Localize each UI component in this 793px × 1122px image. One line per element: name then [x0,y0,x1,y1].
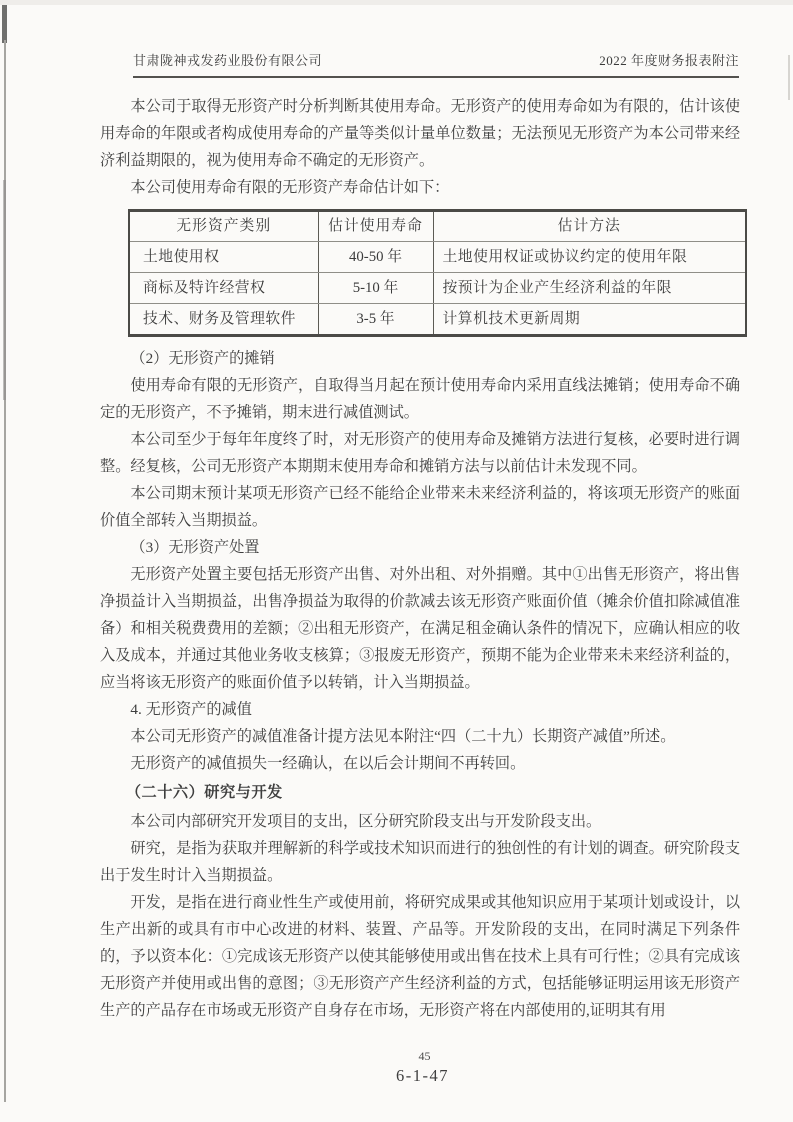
table-cell-method: 土地使用权证或协议约定的使用年限 [433,242,746,273]
paragraph-amortization-1: 使用寿命有限的无形资产，自取得当月起在预计使用寿命内采用直线法摊销；使用寿命不确定的无形资产，不予摊销，期末进行减值测试。 [100,377,740,421]
page-header [133,50,739,78]
page-number: 45 [418,1049,431,1063]
table-row [129,304,746,336]
paragraph-impairment-1: 本公司无形资产的减值准备计提方法见本附注“四（二十九）长期资产减值”所述。 [130,728,676,745]
scan-edge-left-segment [3,180,6,400]
paragraph-research: 研究，是指为获取并理解新的科学或技术知识而进行的独创性的有计划的调查。研究阶段支出于发生时计入当期损益。 [100,840,740,884]
company-name: 甘肃陇神戎发药业股份有限公司 [133,53,323,68]
table-cell-category: 商标及特许经营权 [129,273,318,304]
section-heading-research-development: （二十六）研究与开发 [125,784,283,801]
section-heading-impairment: 4. 无形资产的减值 [130,701,252,718]
table-cell-life: 3-5 年 [318,304,433,336]
table-cell-category: 技术、财务及管理软件 [129,304,318,336]
paragraph-useful-life-intro: 本公司于取得无形资产时分析判断其使用寿命。无形资产的使用寿命如为有限的，估计该使用寿命的年限或者构成使用寿命的产量等类似计量单位数量；无法预见无形资产为本公司带来经济利益期限的，视为使用寿命不确定的无形资产。 [100,98,740,169]
report-title: 2022 年度财务报表附注 [599,53,739,68]
table-header-estimate-method: 估计方法 [433,211,746,242]
table-cell-method: 计算机技术更新周期 [433,304,746,336]
table-row [129,273,746,304]
paragraph-amortization-2: 本公司至少于每年年度终了时，对无形资产的使用寿命及摊销方法进行复核，必要时进行调整。经复核，公司无形资产本期期末使用寿命和摊销方法与以前估计未发现不同。 [100,431,740,475]
section-heading-disposal: （3）无形资产处置 [130,539,260,556]
paragraph-impairment-2: 无形资产的减值损失一经确认，在以后会计期间不再转回。 [130,755,526,772]
table-header-row [129,211,746,242]
paragraph-table-lead-in: 本公司使用寿命有限的无形资产寿命估计如下： [130,179,450,196]
scan-edge-right-mark [788,55,790,100]
useful-life-table [128,209,747,337]
section-heading-amortization: （2）无形资产的摊销 [130,350,275,367]
table-cell-category: 土地使用权 [129,242,318,273]
table-row [129,242,746,273]
paragraph-disposal: 无形资产处置主要包括无形资产出售、对外出租、对外捐赠。其中①出售无形资产，将出售净损益计入当期损益，出售净损益为取得的价款减去该无形资产账面价值（摊余价值扣除减值准备）和相关税费费用的差额；②出租无形资产，在满足租金确认条件的情况下，应确认相应的收入及成本，并通过其他业务收支核算；③报废无形资产，预期不能为企业带来未来经济利益的，应当将该无形资产的账面价值予以转销，计入当期损益。 [100,566,740,691]
paragraph-amortization-3: 本公司期末预计某项无形资产已经不能给企业带来未来经济利益的，将该项无形资产的账面价值全部转入当期损益。 [100,485,740,529]
page-code: 6-1-47 [396,1066,449,1085]
table-header-asset-category: 无形资产类别 [129,211,318,242]
paragraph-rd-intro: 本公司内部研究开发项目的支出，区分研究阶段支出与开发阶段支出。 [130,813,602,830]
scan-edge-top [0,0,793,5]
table-cell-method: 按预计为企业产生经济利益的年限 [433,273,746,304]
paragraph-development: 开发，是指在进行商业性生产或使用前，将研究成果或其他知识应用于某项计划或设计，以生产出新的或具有市中心改进的材料、装置、产品等。开发阶段的支出，在同时满足下列条件的，予以资本化：①完成该无形资产以使其能够使用或出售在技术上具有可行性；②具有完成该无形资产并使用或出售的意图；③无形资产产生经济利益的方式，包括能够证明运用该无形资产生产的产品存在市场或无形资产自身存在市场，无形资产将在内部使用的,证明其有用 [100,894,740,1019]
scan-edge-left-dark [2,5,7,43]
document-body [100,93,740,1024]
table-header-estimated-life: 估计使用寿命 [318,211,433,242]
table-cell-life: 40-50 年 [318,242,433,273]
table-cell-life: 5-10 年 [318,273,433,304]
